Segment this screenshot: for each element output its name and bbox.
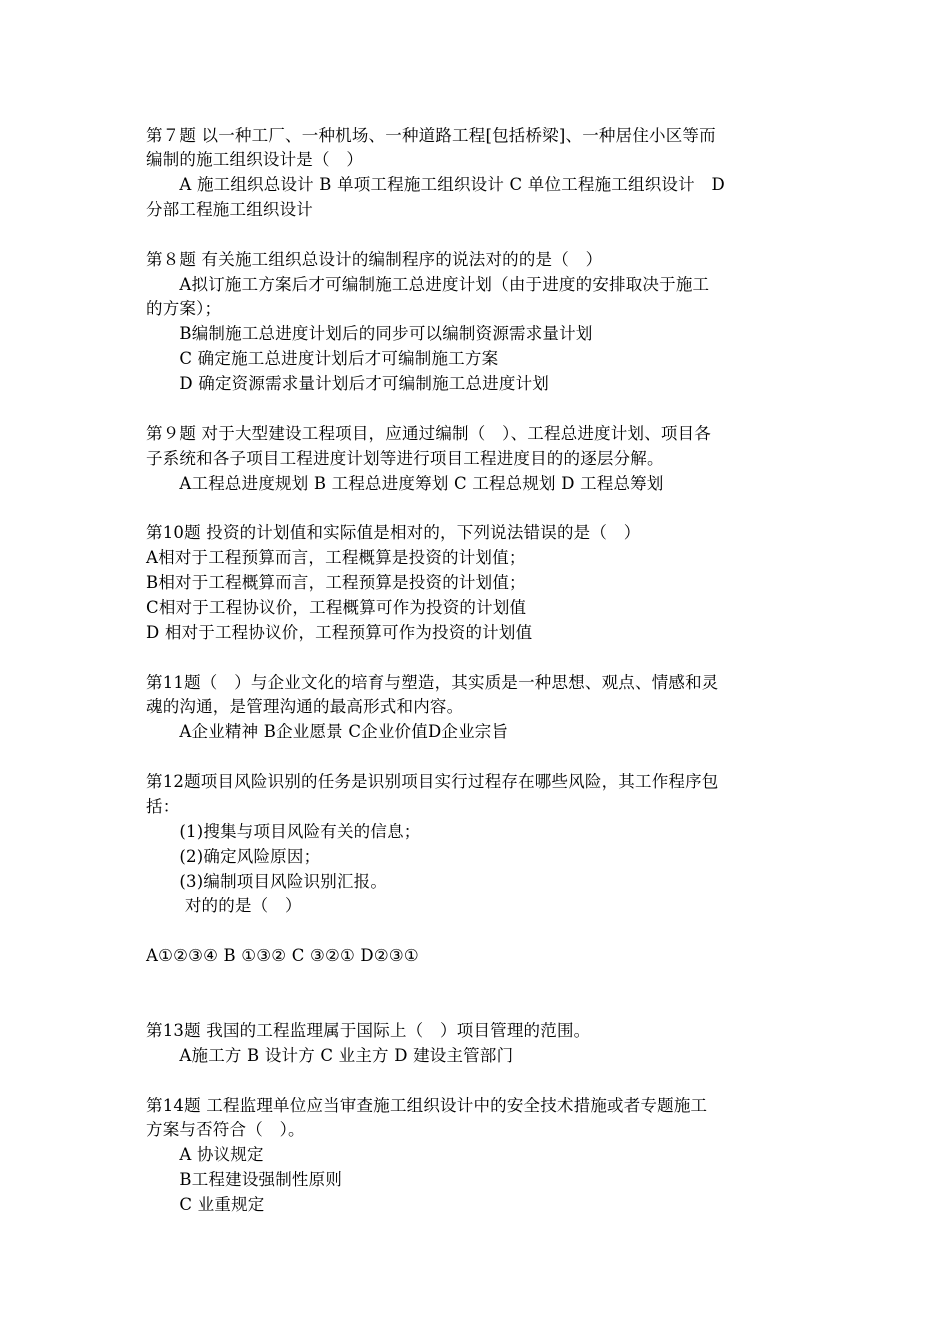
q11-options: A企业精神 B企业愿景 C企业价值D企业宗旨 — [146, 722, 509, 741]
q12-step-1: (1)搜集与项目风险有关的信息； — [146, 822, 421, 841]
q9-line-2: 子系统和各子项目工程进度计划等进行项目工程进度目的的逐层分解。 — [146, 449, 664, 468]
q10-option-c: C相对于工程协议价，工程概算可作为投资的计划值 — [146, 598, 527, 617]
q7-line-1: 第７题 以一种工厂、一种机场、一种道路工程[包括桥梁]、一种居住小区等而 — [146, 126, 716, 145]
q14-option-b: B工程建设强制性原则 — [146, 1170, 343, 1189]
q13-options: A施工方 B 设计方 C 业主方 D 建设主管部门 — [146, 1046, 514, 1065]
q9-options: A工程总进度规划 B 工程总进度筹划 C 工程总规划 D 工程总筹划 — [146, 474, 664, 493]
q9-line-1: 第９题 对于大型建设工程项目，应通过编制（ ）、工程总进度计划、项目各 — [146, 424, 711, 443]
q8-option-b: B编制施工总进度计划后的同步可以编制资源需求量计划 — [146, 324, 593, 343]
q10-line-1: 第10题 投资的计划值和实际值是相对的，下列说法错误的是（ ） — [146, 523, 641, 542]
q8-option-d: D 确定资源需求量计划后才可编制施工总进度计划 — [146, 374, 549, 393]
q10-option-d: D 相对于工程协议价，工程预算可作为投资的计划值 — [146, 623, 533, 642]
q14-option-a: A 协议规定 — [146, 1145, 264, 1164]
q14-line-2: 方案与否符合（ ）。 — [146, 1120, 305, 1139]
q12-line-2: 括： — [146, 797, 180, 816]
q12-line-1: 第12题项目风险识别的任务是识别项目实行过程存在哪些风险，其工作程序包 — [146, 772, 719, 791]
q11-line-2: 魂的沟通，是管理沟通的最高形式和内容。 — [146, 697, 464, 716]
q8-option-c: C 确定施工总进度计划后才可编制施工方案 — [146, 349, 499, 368]
q12-prompt: 对的的是（ ） — [146, 896, 302, 915]
q13-line-1: 第13题 我国的工程监理属于国际上（ ）项目管理的范围。 — [146, 1021, 591, 1040]
q10-option-a: A相对于工程预算而言，工程概算是投资的计划值； — [146, 548, 526, 567]
q12-options: A①②③④ B ①③② C ③②① D②③① — [146, 946, 419, 965]
q7-line-2: 编制的施工组织设计是（ ） — [146, 150, 364, 169]
q12-step-3: (3)编制项目风险识别汇报。 — [146, 872, 388, 891]
q8-option-a-line-1: A拟订施工方案后才可编制施工总进度计划（由于进度的安排取决于施工 — [146, 275, 710, 294]
q12-step-2: (2)确定风险原因； — [146, 847, 321, 866]
q14-line-1: 第14题 工程监理单位应当审查施工组织设计中的安全技术措施或者专题施工 — [146, 1096, 708, 1115]
q7-options-line-2: 分部工程施工组织设计 — [146, 200, 313, 219]
q7-options-line-1: A 施工组织总设计 B 单项工程施工组织设计 C 单位工程施工组织设计 D — [146, 175, 725, 194]
q10-option-b: B相对于工程概算而言，工程预算是投资的计划值； — [146, 573, 526, 592]
q14-option-c: C 业重规定 — [146, 1195, 265, 1214]
q8-line-1: 第８题 有关施工组织总设计的编制程序的说法对的的是（ ） — [146, 250, 603, 269]
q8-option-a-line-2: 的方案）； — [146, 299, 222, 318]
q11-line-1: 第11题（ ）与企业文化的培育与塑造，其实质是一种思想、观点、情感和灵 — [146, 673, 719, 692]
